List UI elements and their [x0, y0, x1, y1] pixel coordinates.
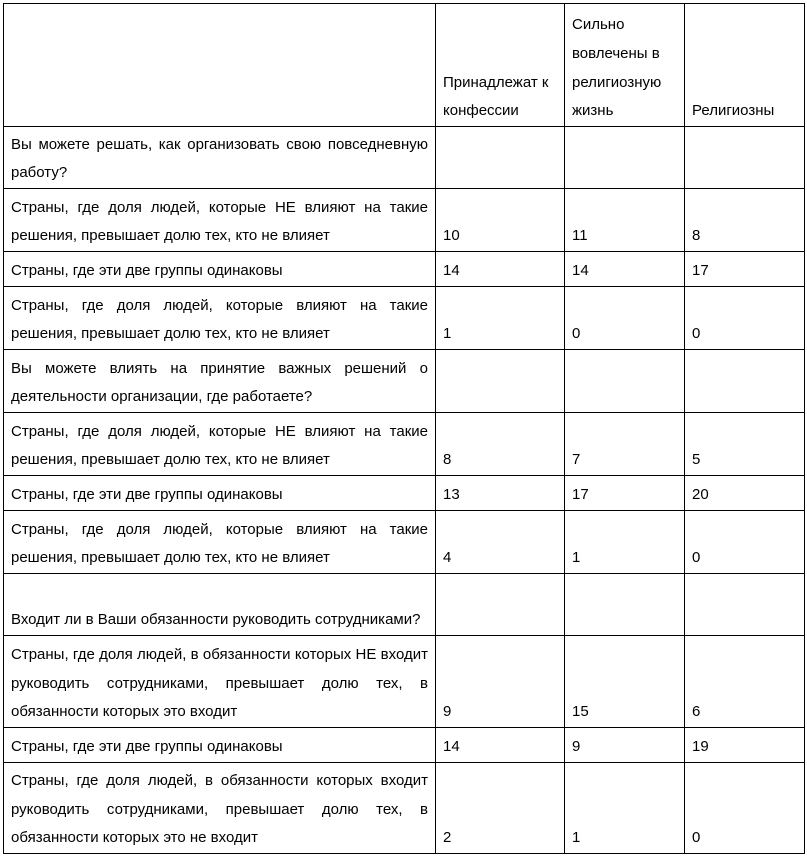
value-religious: 19: [685, 728, 805, 763]
row-label: Страны, где эти две группы одинаковы: [4, 728, 436, 763]
empty-cell: [436, 350, 565, 413]
table-row: [4, 287, 805, 350]
table-row: [4, 728, 805, 763]
value-affiliated: 10: [436, 189, 565, 252]
value-highly-involved: 0: [565, 287, 685, 350]
section-question: Вы можете решать, как организовать свою повседневную работу?: [4, 127, 436, 189]
section-question-row: [4, 574, 805, 636]
section-question: Входит ли в Ваши обязанности руководить сотрудниками?: [4, 574, 436, 636]
table-row: [4, 476, 805, 511]
value-affiliated: 4: [436, 511, 565, 574]
value-highly-involved: 7: [565, 413, 685, 476]
section-question: Вы можете влиять на принятие важных решений о деятельности организации, где работаете?: [4, 350, 436, 413]
value-religious: 0: [685, 511, 805, 574]
empty-cell: [436, 574, 565, 636]
value-highly-involved: 1: [565, 511, 685, 574]
table-row: [4, 252, 805, 287]
empty-cell: [565, 127, 685, 189]
row-label: Страны, где эти две группы одинаковы: [4, 476, 436, 511]
header-blank-cell: [4, 4, 436, 127]
value-highly-involved: 14: [565, 252, 685, 287]
row-label: Страны, где эти две группы одинаковы: [4, 252, 436, 287]
empty-cell: [436, 127, 565, 189]
value-affiliated: 14: [436, 252, 565, 287]
value-religious: 5: [685, 413, 805, 476]
value-religious: 20: [685, 476, 805, 511]
value-highly-involved: 17: [565, 476, 685, 511]
value-highly-involved: 11: [565, 189, 685, 252]
table-row: [4, 189, 805, 252]
value-affiliated: 14: [436, 728, 565, 763]
empty-cell: [685, 127, 805, 189]
empty-cell: [565, 350, 685, 413]
value-highly-involved: 1: [565, 763, 685, 854]
row-label: Страны, где доля людей, которые НЕ влияют на такие решения, превышает долю тех, кто не влияет: [4, 189, 436, 252]
value-religious: 6: [685, 636, 805, 728]
value-affiliated: 13: [436, 476, 565, 511]
table-row: [4, 636, 805, 728]
section-question-row: [4, 350, 805, 413]
row-label: Страны, где доля людей, которые влияют на такие решения, превышает долю тех, кто не влияет: [4, 287, 436, 350]
header-religious: Религиозны: [685, 4, 805, 127]
header-highly-involved: Сильно вовлечены в религиозную жизнь: [565, 4, 685, 127]
row-label: Страны, где доля людей, в обязанности которых НЕ входит руководить сотрудниками, превышает долю тех, в обязанности которых это входит: [4, 636, 436, 728]
value-religious: 8: [685, 189, 805, 252]
value-affiliated: 1: [436, 287, 565, 350]
row-label: Страны, где доля людей, в обязанности которых входит руководить сотрудниками, превышает долю тех, в обязанности которых это не входит: [4, 763, 436, 854]
table-row: [4, 763, 805, 854]
value-affiliated: 2: [436, 763, 565, 854]
row-label: Страны, где доля людей, которые НЕ влияют на такие решения, превышает долю тех, кто не влияет: [4, 413, 436, 476]
empty-cell: [685, 350, 805, 413]
value-affiliated: 9: [436, 636, 565, 728]
empty-cell: [565, 574, 685, 636]
table-row: [4, 413, 805, 476]
row-label: Страны, где доля людей, которые влияют на такие решения, превышает долю тех, кто не влияет: [4, 511, 436, 574]
value-highly-involved: 9: [565, 728, 685, 763]
header-affiliated: Принадлежат к конфессии: [436, 4, 565, 127]
value-religious: 0: [685, 763, 805, 854]
empty-cell: [685, 574, 805, 636]
value-religious: 17: [685, 252, 805, 287]
section-question-row: [4, 127, 805, 189]
value-affiliated: 8: [436, 413, 565, 476]
value-highly-involved: 15: [565, 636, 685, 728]
value-religious: 0: [685, 287, 805, 350]
results-table: [3, 3, 805, 854]
table-row: [4, 511, 805, 574]
header-row: [4, 4, 805, 127]
